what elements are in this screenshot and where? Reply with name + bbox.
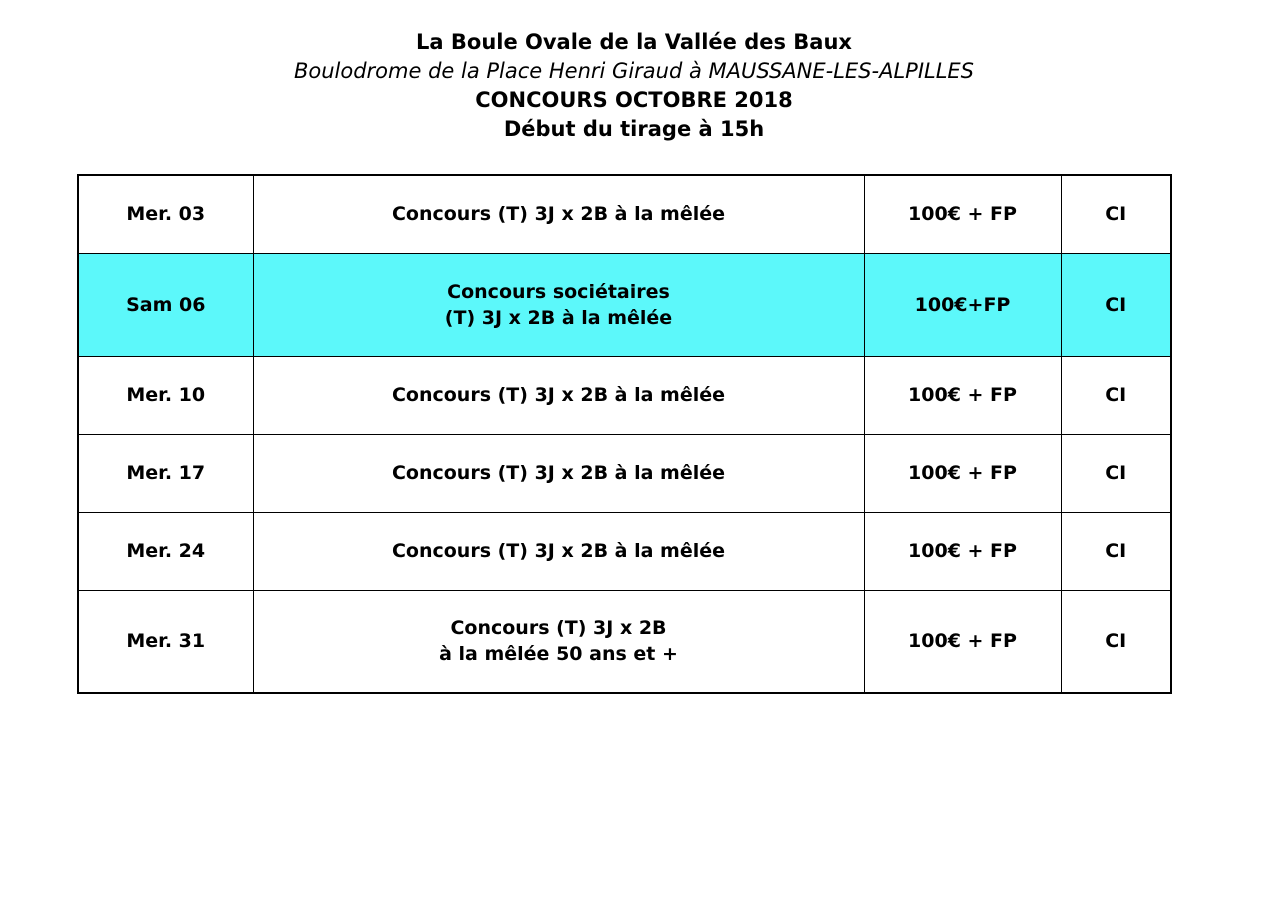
prize-cell: 100€+FP [864, 253, 1061, 356]
table-row [78, 175, 1171, 253]
prize-cell: 100€ + FP [864, 590, 1061, 693]
prize-cell: 100€ + FP [864, 512, 1061, 590]
date-cell: Mer. 24 [78, 512, 253, 590]
table-row [78, 434, 1171, 512]
venue-subtitle: Boulodrome de la Place Henri Giraud à MAUSSANE-LES-ALPILLES [293, 59, 975, 83]
category-cell: CI [1061, 175, 1171, 253]
date-cell: Mer. 10 [78, 356, 253, 434]
date-cell: Mer. 31 [78, 590, 253, 693]
contest-title: CONCOURS OCTOBRE 2018 [475, 88, 793, 112]
category-cell: CI [1061, 434, 1171, 512]
date-cell: Sam 06 [78, 253, 253, 356]
description-line: Concours (T) 3J x 2B à la mêlée [391, 462, 726, 484]
description-cell [253, 253, 864, 356]
category-cell: CI [1061, 590, 1171, 693]
description-line: à la mêlée 50 ans et + [439, 643, 678, 666]
category-cell: CI [1061, 356, 1171, 434]
description-cell [253, 512, 864, 590]
date-cell: Mer. 03 [78, 175, 253, 253]
prize-cell: 100€ + FP [864, 434, 1061, 512]
draw-time: Début du tirage à 15h [503, 117, 765, 141]
description-line: Concours sociétaires [447, 280, 670, 303]
table-row [78, 590, 1171, 693]
table-row [78, 512, 1171, 590]
schedule-table [77, 174, 1172, 694]
description-line: Concours (T) 3J x 2B à la mêlée [391, 203, 726, 226]
prize-cell: 100€ + FP [864, 175, 1061, 253]
description-cell [253, 356, 864, 434]
description-cell [253, 175, 864, 253]
description-line: Concours (T) 3J x 2B à la mêlée [391, 384, 726, 406]
table-row-highlighted [78, 253, 1171, 356]
category-cell: CI [1061, 512, 1171, 590]
prize-cell: 100€ + FP [864, 356, 1061, 434]
description-line: (T) 3J x 2B à la mêlée [444, 306, 673, 329]
description-line: Concours (T) 3J x 2B [450, 617, 667, 640]
category-cell: CI [1061, 253, 1171, 356]
description-cell [253, 590, 864, 693]
description-cell [253, 434, 864, 512]
description-line: Concours (T) 3J x 2B à la mêlée [391, 540, 726, 562]
document-header [0, 28, 1268, 144]
club-title: La Boule Ovale de la Vallée des Baux [416, 30, 852, 54]
table-row [78, 356, 1171, 434]
date-cell: Mer. 17 [78, 434, 253, 512]
